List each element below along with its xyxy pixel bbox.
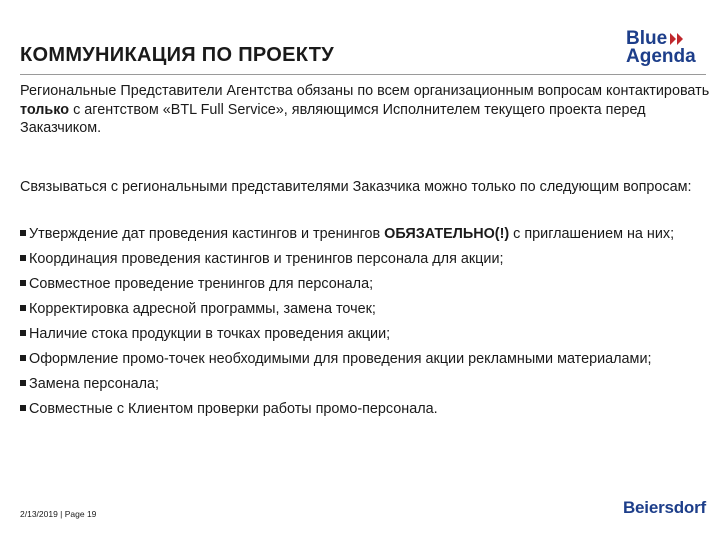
item-text: Совместное проведение тренингов для персонала; [29,275,374,292]
list-item [20,275,710,294]
bullet-icon [20,305,26,311]
blue-agenda-logo [626,30,706,66]
bullet-icon [20,255,26,261]
item-bold: ОБЯЗАТЕЛЬНО(!) [384,226,510,242]
lead-paragraph: Связываться с региональными представителями Заказчика можно только по следующим вопросам: [20,179,692,195]
bullet-icon [20,405,26,411]
list-item [20,375,710,394]
item-text: Координация проведения кастингов и тренингов персонала для акции; [29,250,504,267]
logo-line-1: Blue [626,28,668,49]
item-text: Совместные с Клиентом проверки работы промо-персонала. [29,400,438,417]
bullet-icon [20,330,26,336]
logo-line-2: Agenda [626,46,696,67]
intro-paragraph [20,82,710,138]
topics-list [20,225,710,425]
slide-footer: 2/13/2019 | Page 19 [20,509,97,519]
double-arrow-icon [670,33,684,45]
intro-bold: только [20,101,70,118]
intro-text-2: с агентством «BTL Full Service», являющимся Исполнителем текущего проекта перед Заказчиком. [20,101,646,137]
item-text: Замена персонала; [29,375,160,392]
slide-title: КОММУНИКАЦИЯ ПО ПРОЕКТУ [20,44,335,66]
bullet-icon [20,355,26,361]
list-item [20,350,710,369]
intro-text-1: Региональные Представители Агентства обязаны по всем организационным вопросам контактировать [20,83,710,99]
item-text: Корректировка адресной программы, замена точек; [29,300,376,317]
item-text: Утверждение дат проведения кастингов и тренингов [29,226,385,242]
item-text-after: с приглашением на них; [509,226,675,242]
item-text: Оформление промо-точек необходимыми для проведения акции рекламными материалами; [29,350,652,367]
bullet-icon [20,380,26,386]
list-item [20,300,710,319]
list-item [20,325,710,344]
beiersdorf-logo: Beiersdorf [622,498,706,517]
item-text: Наличие стока продукции в точках проведения акции; [29,325,391,342]
list-item [20,400,710,419]
bullet-icon [20,230,26,236]
list-item [20,250,710,269]
title-divider [20,74,706,75]
list-item [20,225,710,244]
bullet-icon [20,280,26,286]
